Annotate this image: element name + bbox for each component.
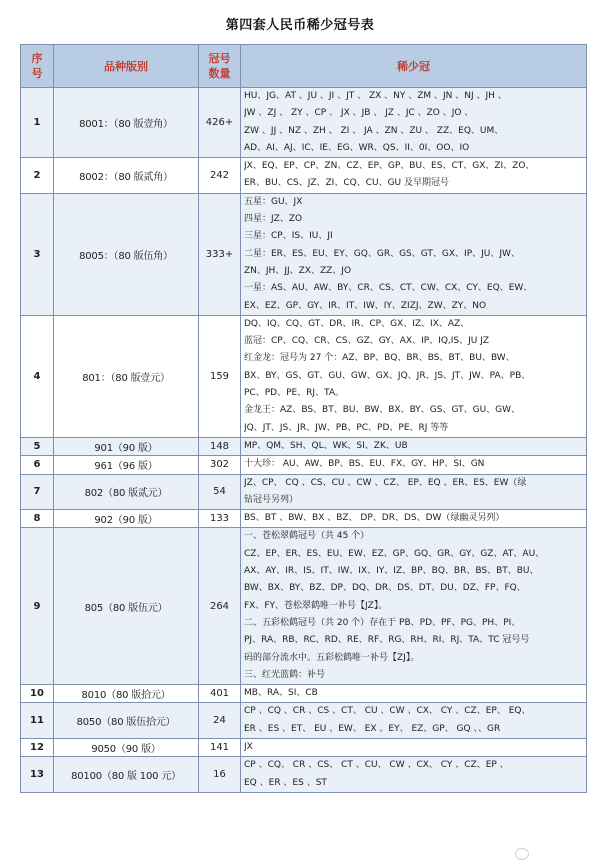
header-count: 冠号 数量	[199, 45, 241, 88]
row-prefix-count: 54	[199, 474, 241, 510]
rare-prefix-line: 码的部分流水中。五彩松鹤唯一补号【ZJ】。	[244, 652, 420, 663]
rare-prefix-line: AD、AI、AJ、IC、IE、EG、WR、QS、II、0I、OO、IO	[244, 142, 470, 153]
table-row	[21, 510, 587, 528]
rare-prefix-line: 四星：JZ、ZO	[244, 214, 303, 225]
rare-prefix-line: CZ、EP、ER、ES、EU、EW、EZ、GP、GQ、GR、GY、GZ、AT、AU、	[244, 548, 545, 559]
row-prefix-count: 242	[199, 158, 241, 194]
row-prefix-count: 264	[199, 528, 241, 685]
header-no: 序 号	[21, 45, 54, 88]
table-row	[21, 474, 587, 510]
rare-prefix-line: 一星：AS、AU、AW、BY、CR、CS、CT、CW、CX、CY、EQ、EW、	[244, 283, 533, 294]
row-number: 11	[21, 703, 54, 739]
table-row	[21, 437, 587, 455]
row-variety: 961（96 版）	[54, 456, 199, 474]
table-row	[21, 757, 587, 793]
rare-prefix-line: ER、BU、CS、JZ、ZI、CQ、CU、GU 及早期冠号	[244, 178, 450, 189]
table-row	[21, 193, 587, 315]
row-prefix-count: 401	[199, 685, 241, 703]
row-prefix-count: 426+	[199, 88, 241, 158]
rare-prefix-line: 三星：CP、IS、IU、JI	[244, 231, 333, 242]
row-rare-prefixes	[241, 738, 587, 756]
rare-prefix-line: CP 、CQ、 CR 、CS、 CT 、CU、 CW 、CX、 CY 、CZ、EP 、	[244, 760, 509, 771]
rare-prefix-line: ZW 、JJ 、NZ 、ZH 、 ZI 、 JA 、ZN 、ZU 、 ZZ、EQ、UM、	[244, 125, 504, 136]
row-number: 1	[21, 88, 54, 158]
table-row	[21, 456, 587, 474]
rare-prefix-line: EQ 、ER 、ES 、ST	[244, 777, 327, 788]
table-row	[21, 315, 587, 437]
rare-prefix-line: JX、EQ、EP、CP、ZN、CZ、EP、GP、BU、ES、CT、GX、ZI、ZO、	[244, 161, 535, 172]
row-prefix-count: 141	[199, 738, 241, 756]
row-number: 3	[21, 193, 54, 315]
rare-prefix-line: JZ、CP、 CQ 、CS、CU 、CW 、CZ、 EP、EQ 、ER、ES、EW（绿	[244, 477, 527, 488]
row-number: 4	[21, 315, 54, 437]
watermark-icon	[515, 848, 529, 860]
rare-prefix-line: PJ、RA、RB、RC、RD、RE、RF、RG、RH、RI、RJ、TA、TC 冠号号	[244, 635, 530, 646]
row-variety: 805（80 版伍元）	[54, 528, 199, 685]
rare-prefix-line: 五星：GU、JX	[244, 196, 303, 207]
row-number: 5	[21, 437, 54, 455]
row-variety: 8002：（80 版贰角）	[54, 158, 199, 194]
table-row	[21, 158, 587, 194]
table-row	[21, 703, 587, 739]
row-variety: 902（90 版）	[54, 510, 199, 528]
rare-prefix-table	[20, 44, 587, 793]
row-variety: 9050（90 版）	[54, 738, 199, 756]
table-row	[21, 88, 587, 158]
row-variety: 802（80 版贰元）	[54, 474, 199, 510]
row-number: 13	[21, 757, 54, 793]
rare-prefix-line: CP 、CQ 、CR 、CS 、CT、 CU 、CW 、CX、 CY 、CZ、EP、 EQ、	[244, 706, 531, 717]
row-rare-prefixes	[241, 456, 587, 474]
rare-prefix-line: 红金龙：冠号为 27 个：AZ、BP、BQ、BR、BS、BT、BU、BW、	[244, 353, 515, 364]
rare-prefix-line: JQ、JT、JS、JR、JW、PB、PC、PD、PE、RJ 等等	[244, 422, 449, 433]
row-prefix-count: 159	[199, 315, 241, 437]
rare-prefix-line: 蓝冠：CP、CQ、CR、CS、GZ、GY、AX、IP、IQ,IS、JU JZ	[244, 336, 490, 347]
row-rare-prefixes	[241, 158, 587, 194]
row-number: 7	[21, 474, 54, 510]
rare-prefix-line: PC、PD、PE、RJ、TA。	[244, 388, 345, 399]
row-rare-prefixes	[241, 703, 587, 739]
row-variety: 8001：（80 版壹角）	[54, 88, 199, 158]
rare-prefix-line: JX	[244, 741, 253, 752]
rare-prefix-line: ER 、ES 、ET、 EU 、EW、 EX 、EY、 EZ、GP、 GQ 、、GR	[244, 723, 501, 734]
row-rare-prefixes	[241, 528, 587, 685]
rare-prefix-line: 金龙王：AZ、BS、BT、BU、BW、BX、BY、GS、GT、GU、GW、	[244, 405, 521, 416]
row-prefix-count: 333+	[199, 193, 241, 315]
rare-prefix-line: 一、苍松翠鹤冠号（共 45 个）	[244, 531, 370, 542]
row-variety: 8010（80 版拾元）	[54, 685, 199, 703]
row-variety: 901（90 版）	[54, 437, 199, 455]
rare-prefix-line: EX、EZ、GP、GY、IR、IT、IW、IY、ZIZJ、ZW、ZY、NO	[244, 300, 487, 311]
row-number: 2	[21, 158, 54, 194]
row-rare-prefixes	[241, 757, 587, 793]
row-rare-prefixes	[241, 474, 587, 510]
rare-prefix-line: 二、五彩松鹤冠号（共 20 个）存在于 PB、PD、PF、PG、PH、PI、	[244, 617, 521, 628]
rare-prefix-line: MB、RA、SI、CB	[244, 688, 318, 699]
row-rare-prefixes	[241, 88, 587, 158]
rare-prefix-line: AX、AY、IR、IS、IT、IW、IX、IY、IZ、BP、BQ、BR、BS、BT、BU、	[244, 566, 539, 577]
row-prefix-count: 16	[199, 757, 241, 793]
table-row	[21, 738, 587, 756]
row-number: 10	[21, 685, 54, 703]
row-number: 6	[21, 456, 54, 474]
rare-prefix-line: 钻冠号另列）	[244, 494, 299, 505]
rare-prefix-line: HU、JG、AT 、JU 、JI 、JT 、 ZX 、NY 、ZM 、JN 、NJ 、JH 、	[244, 91, 507, 101]
row-prefix-count: 302	[199, 456, 241, 474]
header-rare-prefixes: 稀少冠	[241, 45, 587, 88]
row-number: 12	[21, 738, 54, 756]
rare-prefix-line: DQ、IQ、CQ、GT、DR、IR、CP、GX、IZ、IX、AZ、	[244, 318, 470, 329]
rare-prefix-line: JW 、ZJ 、 ZY 、CP 、 JX 、JB 、 JZ 、JC 、ZO 、JO 、	[244, 108, 474, 119]
rare-prefix-line: 十大珍： AU、AW、BP、BS、EU、FX、GY、HP、SI、GN	[244, 459, 485, 470]
row-rare-prefixes	[241, 437, 587, 455]
header-variety: 品种版别	[54, 45, 199, 88]
rare-prefix-line: 二星：ER、ES、EU、EY、GQ、GR、GS、GT、GX、IP、JU、JW、	[244, 248, 520, 259]
row-number: 9	[21, 528, 54, 685]
page-title: 第四套人民币稀少冠号表	[225, 18, 375, 33]
table-row	[21, 685, 587, 703]
table-row	[21, 528, 587, 685]
rare-prefix-line: 三、红光蓝鹤：补号	[244, 669, 326, 680]
rare-prefix-line: ZN、JH、JJ、ZX、ZZ、JO	[244, 265, 352, 276]
row-prefix-count: 133	[199, 510, 241, 528]
row-prefix-count: 24	[199, 703, 241, 739]
row-rare-prefixes	[241, 315, 587, 437]
rare-prefix-line: BW、BX、BY、BZ、DP、DQ、DR、DS、DT、DU、DZ、FP、FQ、	[244, 583, 526, 594]
row-rare-prefixes	[241, 685, 587, 703]
row-rare-prefixes	[241, 510, 587, 528]
rare-prefix-line: FX、FY、苍松翠鹤唯一补号【JZ】。	[244, 600, 388, 611]
row-variety: 8005：（80 版伍角）	[54, 193, 199, 315]
table-header-row	[21, 45, 587, 88]
row-prefix-count: 148	[199, 437, 241, 455]
row-rare-prefixes	[241, 193, 587, 315]
row-variety: 8050（80 版伍拾元）	[54, 703, 199, 739]
row-variety: 801：（80 版壹元）	[54, 315, 199, 437]
row-variety: 80100（80 版 100 元）	[54, 757, 199, 793]
rare-prefix-line: BX、BY、GS、GT、GU、GW、GX、JQ、JR、JS、JT、JW、PA、PB、	[244, 370, 531, 381]
rare-prefix-line: BS、BT 、BW、BX 、BZ、 DP、DR、DS、DW（绿幽灵另列）	[244, 513, 505, 524]
row-number: 8	[21, 510, 54, 528]
rare-prefix-line: MP、QM、SH、QL、WK、SI、ZK、UB	[244, 440, 408, 451]
